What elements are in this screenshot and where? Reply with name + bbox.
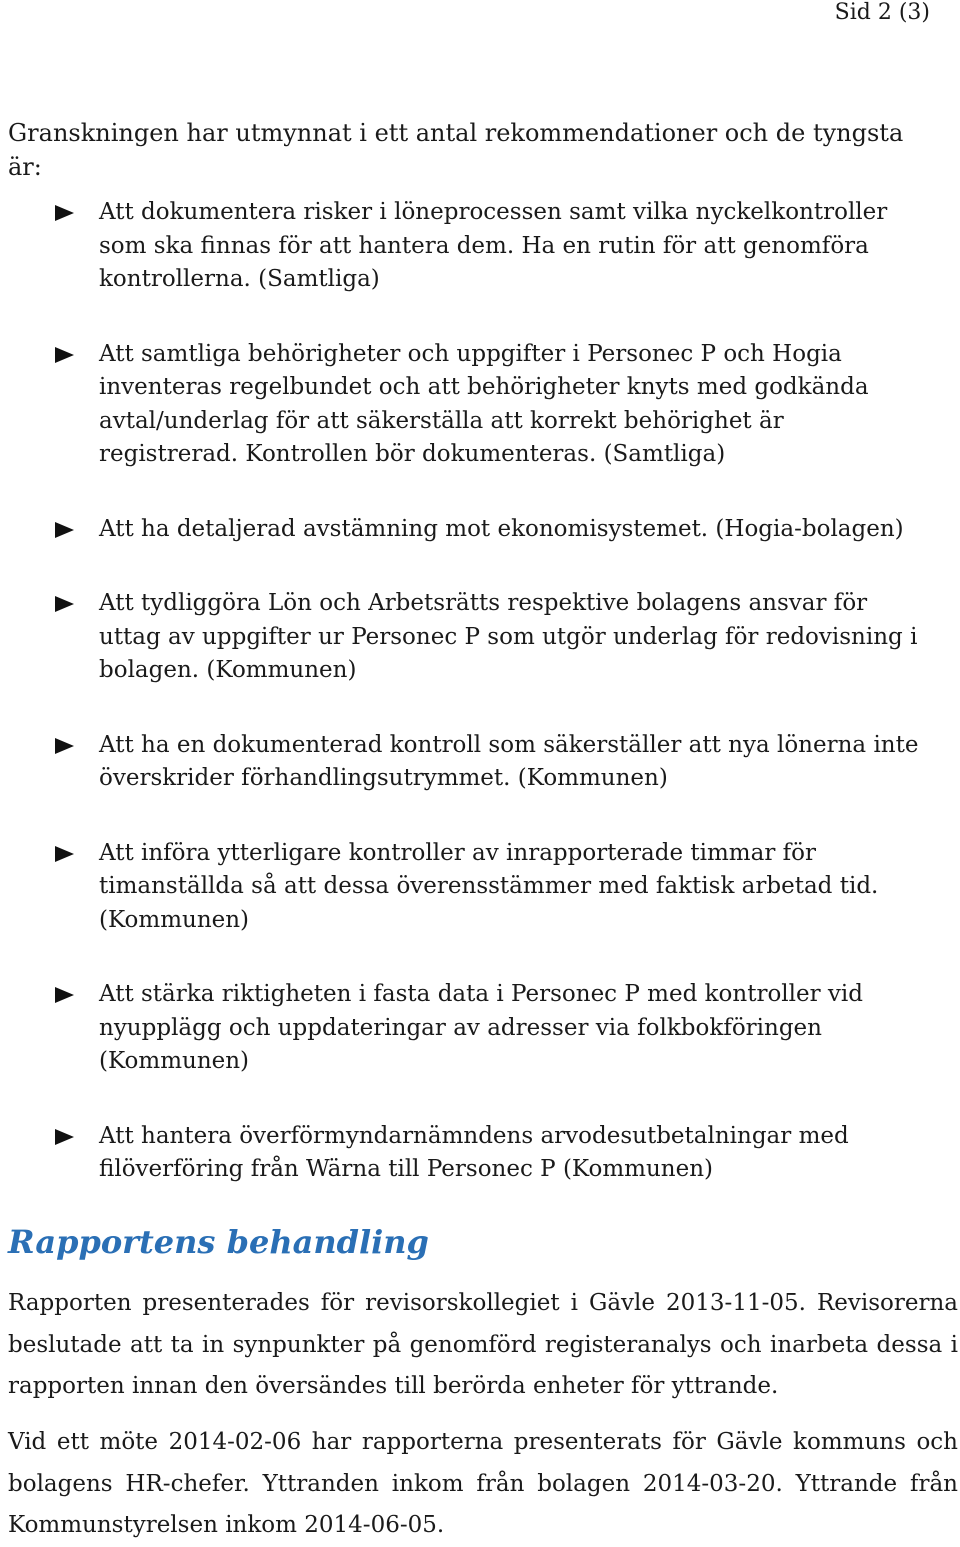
- triangle-bullet-icon: [55, 205, 74, 221]
- triangle-bullet-icon: [55, 738, 74, 754]
- triangle-bullet-icon: [55, 522, 74, 538]
- triangle-bullet-icon: [55, 987, 74, 1003]
- recommendation-item: [0, 978, 929, 1079]
- triangle-bullet-icon: [55, 846, 74, 862]
- recommendation-item: [0, 587, 929, 688]
- section-heading: Rapportens behandling: [8, 1223, 429, 1261]
- body-paragraph: Vid ett möte 2014-02-06 har rapporterna presenterats för Gävle kommuns och bolagens HR-chefer. Yttranden inkom från bolagen 2014-03-20. Yttrande från Kommunstyrelsen inkom 2014-06-05.: [8, 1429, 958, 1538]
- body-paragraph: Rapporten presenterades för revisorskollegiet i Gävle 2013-11-05. Revisorerna beslutade att ta in synpunkter på genomförd registeranalys och inarbeta dessa i rapporten innan den översändes till berörda enheter för yttrande.: [8, 1290, 958, 1399]
- page-number: Sid 2 (3): [834, 0, 930, 25]
- triangle-bullet-icon: [55, 347, 74, 363]
- recommendation-item: [0, 729, 929, 796]
- triangle-bullet-icon: [55, 1129, 74, 1145]
- triangle-bullet-icon: [55, 596, 74, 612]
- recommendation-text: Att ha detaljerad avstämning mot ekonomisystemet. (Hogia-bolagen): [99, 515, 904, 542]
- recommendation-text: Att dokumentera risker i löneprocessen samt vilka nyckelkontroller som ska finnas för att hantera dem. Ha en rutin för att genomföra kontrollerna. (Samtliga): [99, 199, 888, 292]
- intro-text: Granskningen har utmynnat i ett antal rekommendationer och de tyngsta är:: [8, 119, 904, 181]
- recommendation-item: [0, 837, 929, 938]
- recommendation-item: [0, 1120, 929, 1187]
- recommendation-text: Att införa ytterligare kontroller av inrapporterade timmar för timanställda så att dessa överensstämmer med faktisk arbetad tid. (Kommunen): [99, 839, 879, 933]
- recommendation-text: Att tydliggöra Lön och Arbetsrätts respektive bolagens ansvar för uttag av uppgifter ur Personec P som utgör underlag för redovisning i bolagen. (Kommunen): [99, 590, 918, 683]
- recommendation-item: [0, 513, 929, 547]
- recommendation-text: Att hantera överförmyndarnämndens arvodesutbetalningar med filöverföring från Wärna till Personec P (Kommunen): [99, 1122, 849, 1182]
- recommendation-text: Att samtliga behörigheter och uppgifter i Personec P och Hogia inventeras regelbundet och att behörigheter knyts med godkända avtal/underlag för att säkerställa att korrekt behörighet är registrerad. Kontrollen bör dokumenteras. (Samtliga): [99, 340, 869, 467]
- recommendation-item: [0, 338, 929, 472]
- recommendation-text: Att ha en dokumenterad kontroll som säkerställer att nya lönerna inte överskrider förhandlingsutrymmet. (Kommunen): [99, 731, 919, 791]
- recommendation-item: [0, 196, 929, 297]
- recommendation-text: Att stärka riktigheten i fasta data i Personec P med kontroller vid nyupplägg och uppdateringar av adresser via folkbokföringen (Kommunen): [99, 981, 863, 1074]
- recommendation-list: [0, 196, 960, 1228]
